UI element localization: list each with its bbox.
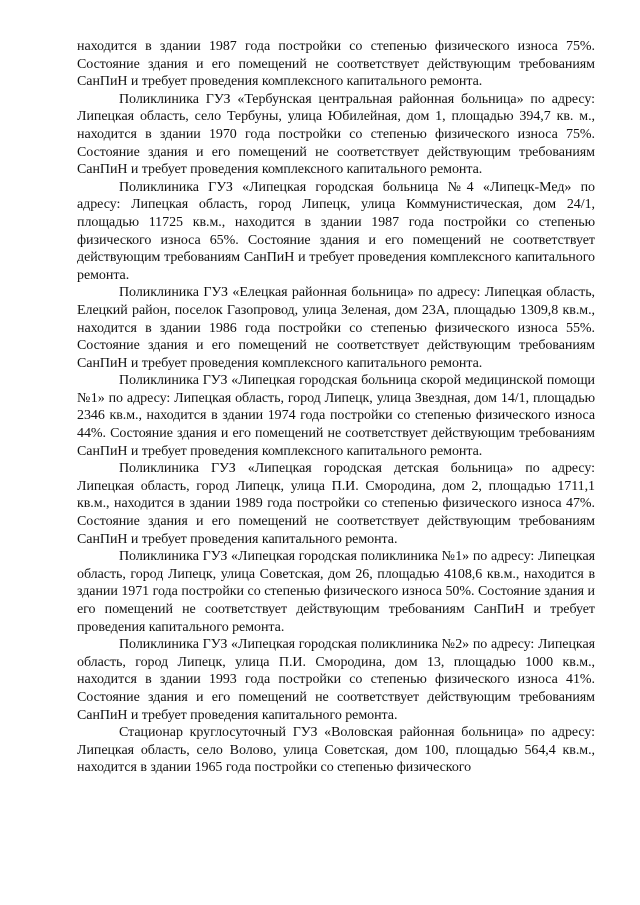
document-page <box>77 38 595 777</box>
paragraph-yelets-district-hospital: Поликлиника ГУЗ «Елецкая районная больница» по адресу: Липецкая область, Елецкий район, поселок Газопровод, улица Зеленая, дом 23А, площадью 1309,8 кв.м., находится в здании 1986 года постройки со степенью физического износа 55%. Состояние здания и его помещений не соответствует действующим требованиям СанПиН и требует проведения комплексного капитального ремонта. <box>77 285 595 371</box>
paragraph-volovo-hospital: Стационар круглосуточный ГУЗ «Воловская районная больница» по адресу: Липецкая область, село Волово, улица Советская, дом 100, площадью 564,4 кв.м., находится в здании 1965 года постройки со степенью физического <box>77 725 595 776</box>
paragraph-childrens-hospital: Поликлиника ГУЗ «Липецкая городская детская больница» по адресу: Липецкая область, город Липецк, улица П.И. Смородина, дом 2, площадью 1711,1 кв.м., находится в здании 1989 года постройки со степенью физического износа 47%. Состояние здания и его помещений не соответствует действующим требованиям СанПиН и требует проведения капитального ремонта. <box>77 461 595 547</box>
paragraph-lipetsk-hospital-4: Поликлиника ГУЗ «Липецкая городская больница №4 «Липецк-Мед» по адресу: Липецкая область, город Липецк, улица Коммунистическая, дом 24/1, площадью 11725 кв.м., находится в здании 1987 года постройки со степенью физического износа 65%. Состояние здания и его помещений не соответствует действующим требованиям СанПиН и требует проведения комплексного капитального ремонта. <box>77 179 595 283</box>
paragraph-polyclinic-1: Поликлиника ГУЗ «Липецкая городская поликлиника №1» по адресу: Липецкая область, город Липецк, улица Советская, дом 26, площадью 4108,6 кв.м., находится в здании 1971 года постройки со степенью физического износа 50%. Состояние здания и его помещений не соответствует действующим требованиям СанПиН и требует проведения капитального ремонта. <box>77 549 595 635</box>
paragraph-emergency-hospital-1: Поликлиника ГУЗ «Липецкая городская больница скорой медицинской помощи №1» по адресу: Липецкая область, город Липецк, улица Звездная, дом 14/1, площадью 2346 кв.м., находится в здании 1974 года постройки со степенью физического износа 44%. Состояние здания и его помещений не соответствует действующим требованиям СанПиН и требует проведения комплексного капитального ремонта. <box>77 373 595 459</box>
paragraph-terbuny-polyclinic: Поликлиника ГУЗ «Тербунская центральная районная больница» по адресу: Липецкая область, село Тербуны, улица Юбилейная, дом 1, площадью 394,7 кв. м., находится в здании 1970 года постройки со степенью физического износа 75%. Состояние здания и его помещений не соответствует действующим требованиям СанПиН и требует проведения комплексного капитального ремонта. <box>77 91 595 178</box>
paragraph-polyclinic-2: Поликлиника ГУЗ «Липецкая городская поликлиника №2» по адресу: Липецкая область, город Липецк, улица П.И. Смородина, дом 13, площадью 1000 кв.м., находится в здании 1993 года постройки со степенью физического износа 41%. Состояние здания и его помещений не соответствует действующим требованиям СанПиН и требует проведения капитального ремонта. <box>77 637 595 723</box>
paragraph-continuation: находится в здании 1987 года постройки со степенью физического износа 75%. Состояние здания и его помещений не соответствует действующим требованиям СанПиН и требует проведения комплексного капитального ремонта. <box>77 39 595 90</box>
